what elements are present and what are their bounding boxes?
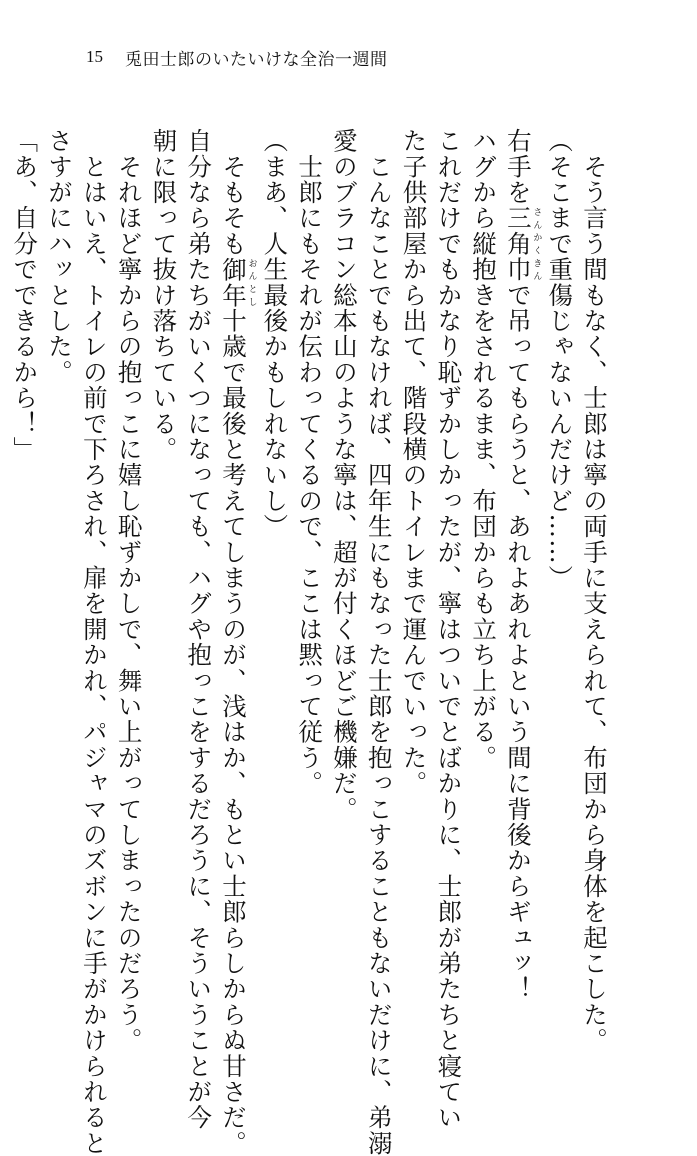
text-line-10: （まあ、人生最後かもしれないし） xyxy=(260,128,290,540)
text-line-13: 朝に限って抜け落ちている。 xyxy=(149,128,179,463)
vertical-body-text xyxy=(10,128,611,1156)
text-line-8: 愛のブラコン総本山のような寧は、超が付くほどご機嫌だ。 xyxy=(329,128,359,822)
text-segment: 右手を xyxy=(503,128,533,206)
text-segment: 十歳で最後と考えてしまうのが、浅はか、もとい士郎らしからぬ甘さだ。 xyxy=(219,307,249,1156)
furigana-word xyxy=(503,205,542,283)
text-segment: そもそも xyxy=(219,128,249,257)
page-number: 15 xyxy=(86,47,103,66)
text-line-5: これだけでもかなり恥ずかしかったが、寧はついでとばかりに、士郎が弟たちと寝てい xyxy=(434,128,464,1131)
ruby-base: 御年 xyxy=(219,256,249,308)
text-line-11 xyxy=(215,128,257,1156)
text-line-14: それほど寧からの抱っこに嬉し恥ずかしで、舞い上がってしまったのだろう。 xyxy=(114,128,144,1054)
text-segment: で吊ってもらうと、あれよあれよという間に背後からギュッ！ xyxy=(503,282,533,1002)
text-line-4: ハグから縦抱きをされるまま、布団からも立ち上がる。 xyxy=(469,128,499,771)
furigana: さんかくきん xyxy=(531,205,542,283)
text-line-9: 士郎にもそれが伝わってくるので、ここは黙って従う。 xyxy=(295,128,325,797)
text-line-7: こんなことでもなければ、四年生にもなった士郎を抱っこすることもないだけに、弟溺 xyxy=(364,128,394,1156)
page-header xyxy=(86,42,388,72)
furigana-word xyxy=(219,256,257,308)
text-line-2: （そこまで重傷じゃないんだけど……） xyxy=(545,128,575,591)
ruby-base: 三角巾 xyxy=(503,205,533,283)
text-line-6: た子供部屋から出て、階段横のトイレまで運んでいった。 xyxy=(399,128,429,797)
text-line-12: 自分なら弟たちがいくつになっても、ハグや抱っこをするだろうに、そういうことが今 xyxy=(184,128,214,1131)
furigana: おんとし xyxy=(246,256,257,308)
text-line-15: とはいえ、トイレの前で下ろされ、扉を開かれ、パジャマのズボンに手がかけられると xyxy=(79,128,109,1156)
text-line-3 xyxy=(500,128,542,1002)
text-line-16: さすがにハッとした。 xyxy=(45,128,75,385)
text-line-1: そう言う間もなく、士郎は寧の両手に支えられて、布団から身体を起こした。 xyxy=(580,128,609,1054)
text-line-17: 「あ、自分でできるから！」 xyxy=(10,128,40,463)
running-title: 兎田士郎のいたいけな全治一週間 xyxy=(125,49,388,70)
